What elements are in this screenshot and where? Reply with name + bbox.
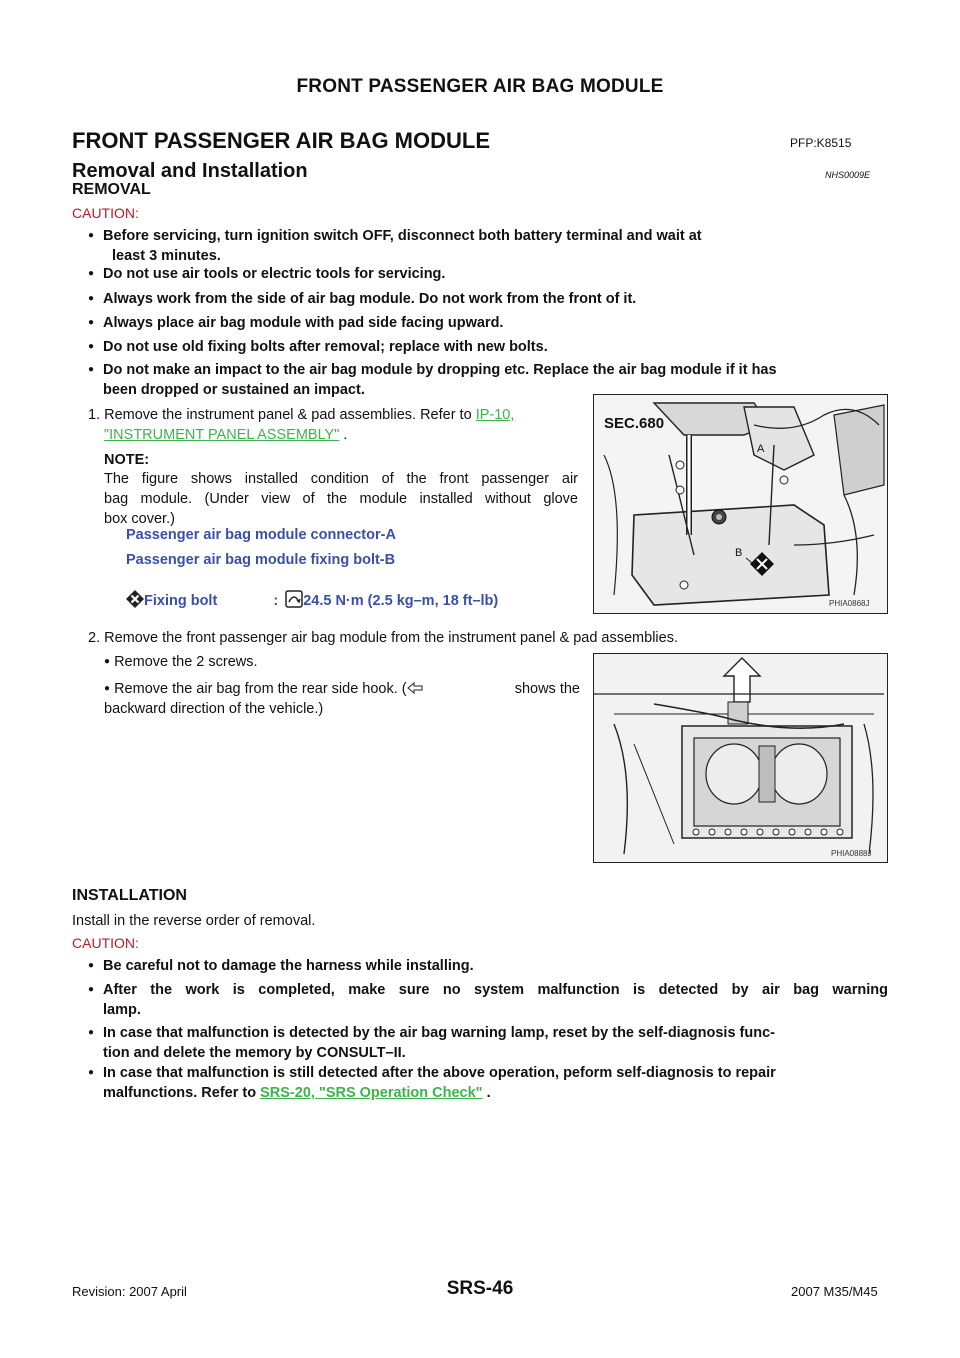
bullet-icon: ●: [88, 960, 95, 971]
model-name: 2007 M35/M45: [791, 1284, 878, 1299]
legend-connector-a: Passenger air bag module connector-A: [126, 527, 396, 543]
revision-date: Revision: 2007 April: [72, 1284, 187, 1299]
step-1-cont: "INSTRUMENT PANEL ASSEMBLY" .: [104, 427, 348, 443]
callout-a: A: [757, 443, 765, 455]
arrow-left-icon: [407, 680, 423, 692]
sec-label: SEC.680: [604, 415, 665, 432]
bullet-icon: ●: [88, 317, 95, 328]
caution-item: ● Before servicing, turn ignition switch OFF, disconnect both battery terminal and wait at least 3 minutes.: [88, 228, 702, 264]
step-2-bullet: ● Remove the air bag from the rear side hook. ( shows the backward direction of the vehicle.): [104, 681, 580, 717]
note-label: NOTE:: [104, 452, 150, 468]
removal-caution-label: CAUTION:: [72, 205, 139, 221]
callout-b: B: [735, 547, 743, 559]
figure-code: PHIA0868J: [829, 599, 870, 608]
section-title: FRONT PASSENGER AIR BAG MODULE: [72, 128, 491, 153]
bullet-icon: ●: [88, 268, 95, 279]
installation-caution-label: CAUTION:: [72, 935, 139, 951]
bullet-icon: ●: [104, 683, 111, 694]
running-header: FRONT PASSENGER AIR BAG MODULE: [296, 76, 664, 97]
srs-operation-check-link[interactable]: SRS-20, "SRS Operation Check": [260, 1085, 483, 1101]
caution-item: ● After the work is completed, make sure no system malfunction is detected by air bag warning lamp.: [88, 982, 888, 1018]
figure-module-removal: [593, 653, 888, 863]
installation-heading: INSTALLATION: [72, 887, 187, 904]
caution-item: ● Always work from the side of air bag module. Do not work from the front of it.: [88, 291, 637, 307]
caution-item: ● Be careful not to damage the harness while installing.: [88, 958, 474, 974]
step-2: 2. Remove the front passenger air bag module from the instrument panel & pad assemblies.: [88, 630, 678, 646]
bullet-icon: ●: [88, 1067, 95, 1078]
caution-item: ● In case that malfunction is still detected after the above operation, peform self-diagnosis to repair malfunctions. Refer to SRS-20, "SRS Operation Check" .: [88, 1065, 776, 1101]
page-number: SRS-46: [446, 1278, 514, 1299]
bullet-icon: ●: [88, 364, 95, 375]
instrument-panel-assembly-link[interactable]: "INSTRUMENT PANEL ASSEMBLY": [104, 427, 340, 443]
removal-heading: REMOVAL: [72, 181, 151, 198]
nhs-code: NHS0009E: [825, 170, 871, 180]
step-2-bullet: ● Remove the 2 screws.: [104, 654, 258, 670]
installation-text: Install in the reverse order of removal.: [72, 913, 316, 929]
caution-item: ● In case that malfunction is detected by the air bag warning lamp, reset by the self-diagnosis func- tion and delete the memory by CONSULT–II.: [88, 1025, 775, 1061]
legend-fixing-bolt-b: Passenger air bag module fixing bolt-B: [126, 552, 396, 568]
bullet-icon: ●: [88, 293, 95, 304]
bullet-icon: ●: [88, 341, 95, 352]
bullet-icon: ●: [88, 1027, 95, 1038]
do-not-reuse-icon: [126, 590, 144, 608]
torque-wrench-icon: [285, 590, 303, 608]
pfp-code: PFP:K8515: [790, 136, 852, 150]
note-text: The figure shows installed condition of the front passenger air bag module. (Under view of the module installed without glove box cover.): [104, 471, 578, 527]
removal-illustration: [594, 654, 887, 862]
caution-item: ● Do not use old fixing bolts after removal; replace with new bolts.: [88, 339, 548, 355]
caution-item: ● Do not use air tools or electric tools for servicing.: [88, 266, 446, 282]
caution-item: ● Always place air bag module with pad side facing upward.: [88, 315, 504, 331]
bullet-icon: ●: [88, 984, 95, 995]
figure-installed-module: [593, 394, 888, 614]
caution-item: ● Do not make an impact to the air bag module by dropping etc. Replace the air bag module if it has been dropped or sustained an impact.: [88, 362, 777, 398]
ip-10-link[interactable]: IP-10,: [475, 407, 515, 423]
bullet-icon: ●: [88, 230, 95, 241]
figure-code: PHIA0888J: [831, 849, 872, 858]
subsection-title: Removal and Installation: [72, 160, 308, 182]
step-1: 1. Remove the instrument panel & pad assemblies. Refer to IP-10,: [88, 407, 515, 423]
torque-spec: Fixing bolt : 24.5 N·m (2.5 kg–m, 18 ft–lb): [126, 590, 498, 609]
bullet-icon: ●: [104, 656, 111, 667]
